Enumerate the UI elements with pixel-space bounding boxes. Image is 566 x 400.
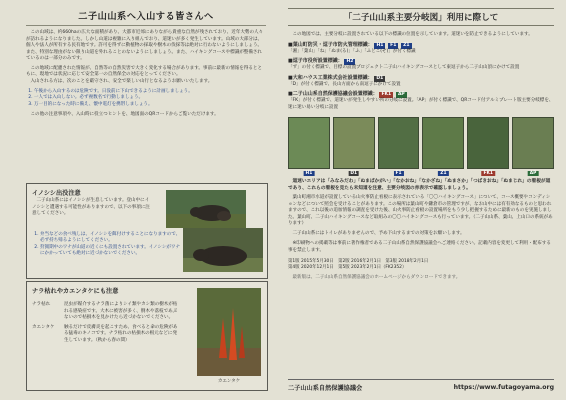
sign-block-3 <box>288 75 554 89</box>
boar-warning-panel <box>26 183 268 279</box>
sign-block-title-text: ■二子山山系自然保護協議会設置標識： <box>288 91 378 97</box>
sign-chip: F1 <box>390 42 397 48</box>
sign-photo-tag: H1 <box>305 171 313 176</box>
sign-photos-row <box>288 117 554 176</box>
oak-row-text: 昆虫が媒介するナラ菌によりシイ類やカシ類の樹木が枯れる感染症です。大木に被害が多く、倒木や落枝であぶないので枯損木を見かけたら近づかないでください。 <box>64 302 178 320</box>
sign-photo <box>422 117 464 176</box>
mushroom-caption: カエンタケ <box>217 379 241 384</box>
sign-block-text: 「FK」が付く標識で、道迷いが発生しやすい所の分岐に設置。「AP」が付く標識で、QRコード付アルミプレート版主要分岐標を、迷に迷い易い分岐に設置 <box>288 98 554 110</box>
sign-block-2 <box>288 58 554 72</box>
sign-chip: Z1 <box>403 42 410 48</box>
boar-title: イノシシ出没注意 <box>32 190 81 197</box>
sign-block-title <box>288 58 554 65</box>
edition-row: 第4版 2020年12月1日 第5版 2023年2月1日（FK2352） <box>288 265 407 271</box>
closing-text: この他の注意事項や、入山時に役立つヒントを、地図面のQRコードからご覧いただけます。 <box>30 111 219 117</box>
sign-chip: H1 <box>376 42 384 48</box>
oak-row-1 <box>32 302 180 322</box>
mushroom-photo <box>197 288 261 376</box>
boar-photo-2 <box>183 228 263 272</box>
sign-block-title <box>288 91 554 98</box>
left-paragraph-3: 入山される方は、次のことを厳守され、安全で楽しい山行となるようお願いいたします。 <box>30 78 213 84</box>
boar-list-block <box>32 232 182 257</box>
sign-description: 葉山町湘市水道が設置している山火事防止看板に表示されている「〇〇ハイキングコース」について、コース概要やコンディションなどについて照会を受けることがあります。この場所は葉山町や鎌倉市の管理ですが、なお山中には有有効なるものと思われますので、これ以後の追加情報の調査を受けた後、山火事防止看板の設置場所をもう少し把握するために最新のものを実施しました。葉山町、二子山ハイキングコースなど取組みの〇〇ハイキングコースも行っています。（二子山山系、葉山、上山口の系統があります） <box>288 195 553 227</box>
oak-row-2 <box>32 325 180 345</box>
boar-photo-art-2 <box>183 228 263 272</box>
sign-photo-tag: AP <box>529 171 537 176</box>
sign-photo-tag: Z1 <box>440 171 447 176</box>
oak-row-label: ナラ枯れ <box>32 302 51 307</box>
oak-row-text: 触るだけで皮膚炎を起こすため、食べると命の危険がある猛毒のキノコです。ナラ枯れの枯損木の根元などに発生しています。（秋から春の間） <box>64 324 178 343</box>
sign-block-title-text: ■逗子市役所設置標識： <box>288 58 343 64</box>
left-page <box>26 8 266 392</box>
sign-block-text: 「D」が付く標識で、長山方面から南逗子にかけて設置 <box>288 81 401 87</box>
left-title: 二子山山系へ入山する皆さんへ <box>26 8 266 26</box>
oak-wilt-panel <box>26 281 268 391</box>
sign-photo-tag: F1 <box>395 171 402 176</box>
sign-photo <box>467 117 509 176</box>
safety-rule: 1. 午後から入山するのは危険です。日没前に下山できるように計画しましょう。 <box>34 89 266 95</box>
boar-text: 二子山山系にはイノシシが生息しています。登山中にイノシシと遭遇する可能性がありますので、以下の事項に注意してください。 <box>32 198 150 216</box>
organization-name: 二子山山系自然保護協議会 <box>288 385 363 392</box>
sign-photo-tag: FK1 <box>483 171 493 176</box>
edition-history <box>288 259 554 271</box>
footer <box>288 379 554 392</box>
sign-block-text: 「湘」「葉山」「ね」「ぬま(る)」「ふ」「ふとこ(ぞ)」が付く標識 <box>288 48 416 54</box>
sign-photo <box>333 117 375 176</box>
sign-block-1 <box>288 42 554 56</box>
boar-text-block <box>32 198 152 218</box>
safety-rules-list <box>26 89 266 108</box>
boar-photo <box>166 190 246 228</box>
right-page <box>288 8 554 392</box>
web-note: 最新版は、二子山山系自然保護協議会のホームページからダウンロードできます。 <box>292 275 461 281</box>
sign-photo <box>288 117 330 176</box>
boar-rule: 1. 弁当などの食べ残しは、イノシシを餌付けすることになりますので、必ず持ち帰るようにしてください。 <box>40 232 182 245</box>
website-url[interactable]: https://www.futagoyama.org <box>453 384 554 391</box>
oak-row-label: カエンタケ <box>32 324 55 330</box>
sign-photo <box>378 117 420 176</box>
sign-block-4 <box>288 91 554 111</box>
safety-rule: 2. 一人では入山しない。必ず複数名で行動しましょう。 <box>34 95 266 101</box>
left-paragraph-2: この地域に配慮された情報が、自然等の自然災害で大きく変化する場合があります。事前に最新の情報を得るとともに、現地では状況に応じて安全第一の自然保全の対応をとってください。 <box>26 65 263 77</box>
edition-row: 第1版 2015年5月30日 第2版 2016年2月1日 第3版 2018年2月1日 <box>288 259 429 265</box>
left-paragraph-1: この山域は、約660haの広大な面積があり、大都市近郊にありながら貴重な自然が残されており、近年大勢の人々が訪れるようになりました。しかし山道は複雑に入り組んでおり、道迷いが多く発生しています。山域の大部分は、個人や法人が所有する民有地です。許可を得ずに動植物の採取や樹木の伐採等は絶対に行わないようにしましょう。また、特別な理由がない限り山道を外れることのないようにしましょう。また、ハイキングコースや標識が整備されているのは一部分のみです。 <box>26 30 264 61</box>
sign-chip: H2 <box>346 59 354 64</box>
oak-title: ナラ枯れやカエンタケにも注意 <box>32 288 119 295</box>
sign-photo-tag: D1 <box>350 171 358 176</box>
sign-photo <box>512 117 554 176</box>
toilet-note: 二子山山系にはトイレがありませんので、予め下山するまでの対策をお願いします。 <box>292 230 465 236</box>
sign-chip: FK1 <box>381 92 392 97</box>
boar-rule: 2. 狩猟期中のワナが山道の近くにも設置されています。イノシシがワナにかかっていても絶対に近づかないでください。 <box>40 245 182 258</box>
sign-block-title-text: ■葉山町防災・逗子市防火管理標識： <box>288 41 373 48</box>
boar-photo-art <box>166 190 246 228</box>
sign-block-title <box>288 75 554 82</box>
copyright-note: ※印刷物への掲載等は事前に著作権者である二子山山系自然保護協議会へご連絡ください。記載内容を変更して利用・配布する事を禁止します。 <box>288 241 551 253</box>
oak-grid <box>32 302 180 344</box>
sign-block-title <box>288 42 554 49</box>
right-intro: この地図では、主要分岐に設置されている以下の標識の位置を示しています。道迷いを防止できるようにしています。 <box>292 32 533 37</box>
sign-block-title-text: ■大和ハウス工業株式会社設置標識： <box>288 74 373 81</box>
sign-block-text: 「ず」の付く標識で、目標の設置プロジェクト二子山ハイキングコースとして東逗子から二子山山頂にかけて設置 <box>288 65 520 70</box>
sign-chip: D1 <box>376 75 384 81</box>
mushroom-photo-art <box>197 288 261 376</box>
right-title: 「二子山山系主要分岐図」利用に際して <box>288 8 554 26</box>
safety-rule: 3. 万一目的になった時に備え、懐中電灯を携帯しましょう。 <box>34 102 266 108</box>
lost-warning: 道迷いエリアは「みなみだわ」「ぬまばかがい」「なかおね」「なかざね」「ぬまさか」「つばきおね」「ぬまじれ」の看板が道であり、これらの看板を見たら未知道を注意、主要分岐図の赤表示で確認しましょう。 <box>288 179 551 191</box>
sign-chip: AP <box>397 92 405 97</box>
